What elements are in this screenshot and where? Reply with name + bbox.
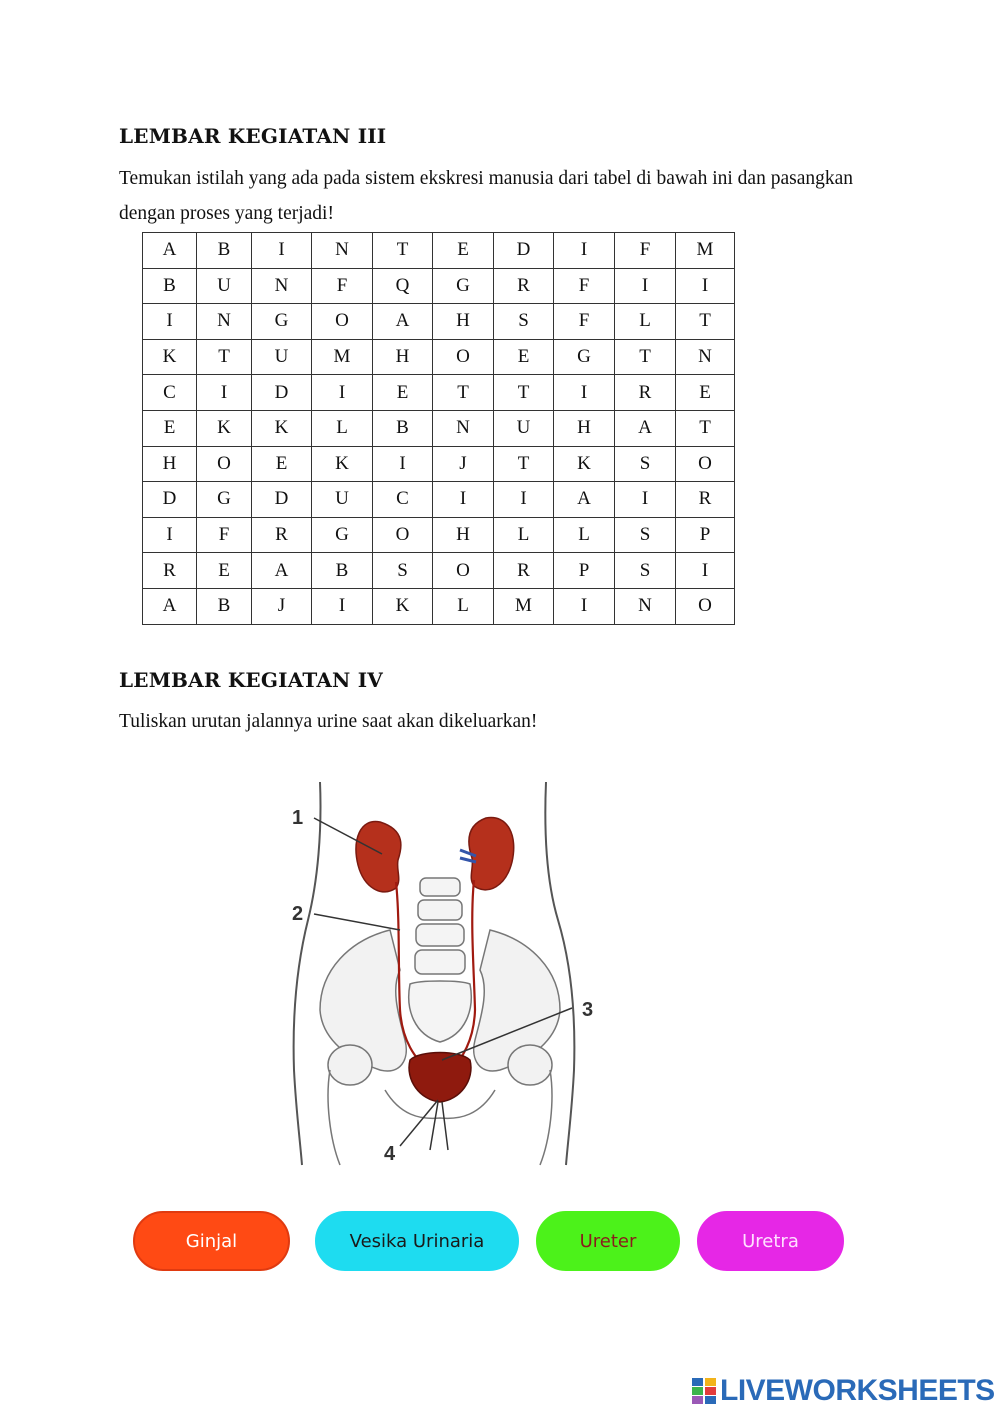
spine-icon [409,878,472,1042]
grid-cell: R [615,375,676,411]
grid-cell: T [373,233,433,269]
grid-cell: I [676,553,735,589]
grid-cell: M [676,233,735,269]
grid-cell: L [433,588,494,624]
grid-cell: I [494,482,554,518]
grid-cell: N [433,410,494,446]
grid-cell: F [554,304,615,340]
grid-cell: F [615,233,676,269]
answer-ginjal[interactable]: Ginjal [133,1211,290,1271]
grid-cell: S [615,517,676,553]
grid-cell: K [312,446,373,482]
grid-cell: R [676,482,735,518]
grid-cell: L [312,410,373,446]
grid-cell: G [554,339,615,375]
grid-cell: I [252,233,312,269]
grid-cell: I [615,482,676,518]
grid-cell: D [252,482,312,518]
grid-cell: N [252,268,312,304]
grid-cell: G [252,304,312,340]
grid-cell: U [197,268,252,304]
grid-cell: B [197,233,252,269]
grid-cell: I [615,268,676,304]
word-search-grid [142,232,735,625]
grid-cell: E [373,375,433,411]
grid-row [143,339,735,375]
grid-cell: I [197,375,252,411]
grid-cell: O [373,517,433,553]
answer-ureter[interactable]: Ureter [536,1211,680,1271]
grid-row [143,588,735,624]
grid-cell: I [554,375,615,411]
grid-cell: O [197,446,252,482]
grid-cell: R [252,517,312,553]
grid-cell: E [433,233,494,269]
grid-cell: K [197,410,252,446]
grid-row [143,268,735,304]
grid-cell: S [373,553,433,589]
grid-cell: N [197,304,252,340]
grid-cell: S [615,446,676,482]
grid-cell: T [676,304,735,340]
grid-row [143,517,735,553]
grid-cell: T [615,339,676,375]
grid-row [143,375,735,411]
grid-cell: O [433,339,494,375]
grid-cell: E [252,446,312,482]
grid-cell: E [494,339,554,375]
grid-cell: L [494,517,554,553]
grid-cell: M [494,588,554,624]
grid-cell: A [615,410,676,446]
grid-cell: I [554,233,615,269]
grid-cell: P [676,517,735,553]
grid-cell: E [143,410,197,446]
figure-label-1: 1 [292,807,304,829]
section3-title: LEMBAR KEGIATAN III [119,124,387,148]
section4-title: LEMBAR KEGIATAN IV [119,668,383,692]
grid-cell: S [494,304,554,340]
grid-cell: D [494,233,554,269]
grid-cell: A [143,233,197,269]
grid-cell: S [615,553,676,589]
brand-icon [692,1378,716,1404]
grid-cell: T [494,375,554,411]
grid-cell: E [676,375,735,411]
grid-cell: R [143,553,197,589]
grid-cell: C [373,482,433,518]
grid-cell: R [494,268,554,304]
grid-cell: K [373,588,433,624]
grid-cell: N [676,339,735,375]
grid-cell: H [373,339,433,375]
grid-cell: H [554,410,615,446]
grid-cell: T [676,410,735,446]
grid-cell: A [373,304,433,340]
answer-vesika-urinaria[interactable]: Vesika Urinaria [315,1211,519,1271]
grid-row [143,446,735,482]
grid-cell: E [197,553,252,589]
grid-cell: B [143,268,197,304]
figure-label-3: 3 [582,999,594,1021]
grid-cell: C [143,375,197,411]
grid-cell: K [143,339,197,375]
grid-cell: N [615,588,676,624]
grid-cell: P [554,553,615,589]
urethra-icon [430,1102,448,1150]
grid-cell: R [494,553,554,589]
grid-cell: U [252,339,312,375]
grid-cell: A [252,553,312,589]
grid-cell: T [494,446,554,482]
grid-cell: K [554,446,615,482]
grid-cell: F [554,268,615,304]
grid-cell: F [312,268,373,304]
answer-uretra[interactable]: Uretra [697,1211,844,1271]
grid-row [143,553,735,589]
grid-cell: A [554,482,615,518]
grid-cell: K [252,410,312,446]
grid-cell: H [433,517,494,553]
liveworksheets-logo [692,1374,995,1408]
grid-cell: U [312,482,373,518]
grid-cell: B [312,553,373,589]
grid-cell: G [433,268,494,304]
grid-cell: I [143,517,197,553]
grid-cell: I [433,482,494,518]
urinary-system-diagram [270,770,630,1170]
grid-cell: I [312,588,373,624]
grid-cell: O [676,446,735,482]
brand-name: LIVEWORKSHEETS [720,1374,995,1407]
grid-cell: F [197,517,252,553]
bladder-icon [409,1053,471,1103]
grid-cell: D [143,482,197,518]
grid-cell: H [433,304,494,340]
grid-cell: H [143,446,197,482]
grid-cell: O [312,304,373,340]
grid-cell: I [373,446,433,482]
grid-row [143,482,735,518]
grid-cell: O [676,588,735,624]
grid-cell: Q [373,268,433,304]
grid-cell: L [615,304,676,340]
grid-cell: A [143,588,197,624]
section3-instruction: Temukan istilah yang ada pada sistem ekskresi manusia dari tabel di bawah ini dan pasangkan dengan proses yang terjadi! [119,168,854,224]
grid-cell: G [197,482,252,518]
grid-cell: T [433,375,494,411]
grid-cell: I [554,588,615,624]
grid-cell: J [433,446,494,482]
grid-cell: I [676,268,735,304]
grid-row [143,233,735,269]
grid-cell: I [143,304,197,340]
grid-cell: I [312,375,373,411]
grid-cell: T [197,339,252,375]
grid-cell: D [252,375,312,411]
section4-instruction: Tuliskan urutan jalannya urine saat akan dikeluarkan! [119,711,538,732]
grid-row [143,410,735,446]
grid-cell: N [312,233,373,269]
grid-cell: M [312,339,373,375]
grid-cell: U [494,410,554,446]
figure-label-4: 4 [384,1143,396,1165]
grid-cell: O [433,553,494,589]
grid-cell: B [373,410,433,446]
grid-cell: J [252,588,312,624]
grid-cell: B [197,588,252,624]
figure-label-2: 2 [292,903,304,925]
grid-row [143,304,735,340]
grid-cell: L [554,517,615,553]
grid-cell: G [312,517,373,553]
